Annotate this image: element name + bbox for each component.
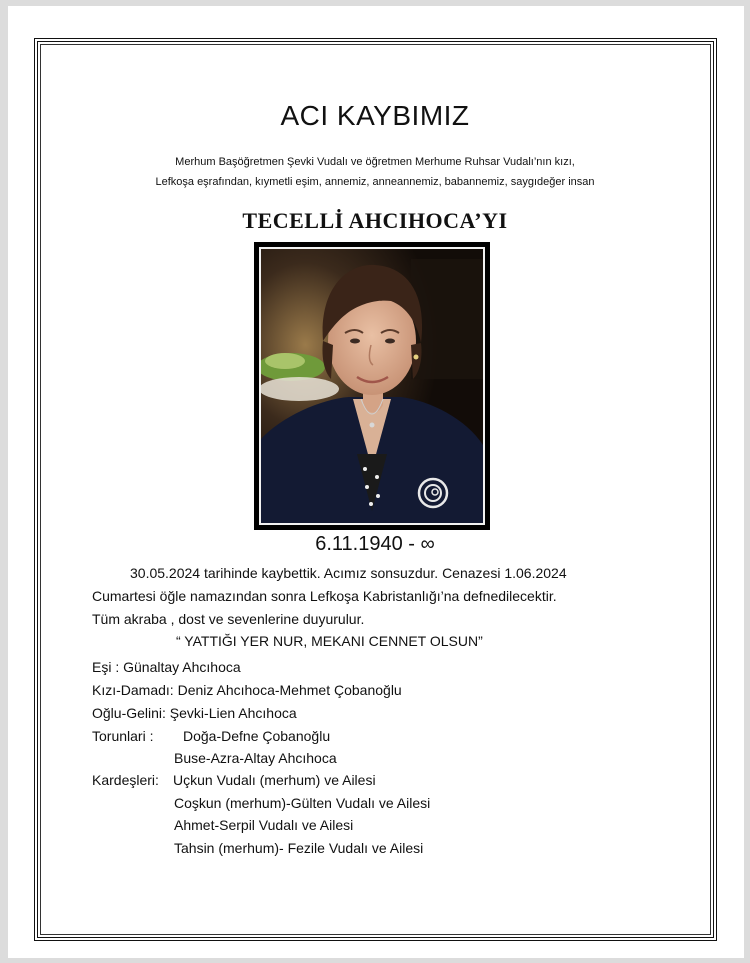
grandchildren-label: Torunlari : [92, 728, 154, 744]
portrait-illustration [261, 249, 483, 523]
notice-heading: ACI KAYBIMIZ [280, 100, 470, 131]
announcement-line-1: 30.05.2024 tarihinde kaybettik. Acımız sonsuzdur. Cenazesi 1.06.2024 [130, 565, 567, 581]
family-daughter: Kızı-Damadı: Deniz Ahcıhoca-Mehmet Çobanoğlu [92, 682, 402, 698]
deceased-name: TECELLİ AHCIHOCA’YI [242, 208, 508, 233]
announcement-line-2: Cumartesi öğle namazından sonra Lefkoşa Kabristanlığı’na defnedilecektir. [92, 588, 557, 604]
sibling-entry: Coşkun (merhum)-Gülten Vudalı ve Ailesi [174, 795, 431, 811]
portrait-frame [254, 242, 490, 530]
family-spouse: Eşi : Günaltay Ahcıhoca [92, 659, 241, 675]
announcement-line-3: Tüm akraba , dost ve sevenlerine duyurulur. [92, 611, 365, 627]
siblings-label: Kardeşleri: [92, 772, 159, 788]
grandchild-entry: Buse-Azra-Altay Ahcıhoca [174, 750, 337, 766]
grandchild-entry: Doğa-Defne Çobanoğlu [183, 728, 331, 744]
portrait-photo [259, 247, 485, 525]
family-son: Oğlu-Gelini: Şevki-Lien Ahcıhoca [92, 705, 297, 721]
prayer-quote: “ YATTIĞI YER NUR, MEKANI CENNET OLSUN” [176, 633, 483, 649]
intro-line-2: Lefkoşa eşrafından, kıymetli eşim, annemiz, anneannemiz, babannemiz, saygıdeğer insan [155, 176, 595, 188]
intro-line-1: Merhum Başöğretmen Şevki Vudalı ve öğretmen Merhume Ruhsar Vudalı’nın kızı, [175, 156, 575, 168]
sibling-entry: Tahsin (merhum)- Fezile Vudalı ve Ailesi [174, 840, 424, 856]
sibling-entry: Uçkun Vudalı (merhum) ve Ailesi [173, 772, 376, 788]
life-dates: 6.11.1940 - ∞ [315, 533, 435, 555]
sibling-entry: Ahmet-Serpil Vudalı ve Ailesi [174, 817, 354, 833]
